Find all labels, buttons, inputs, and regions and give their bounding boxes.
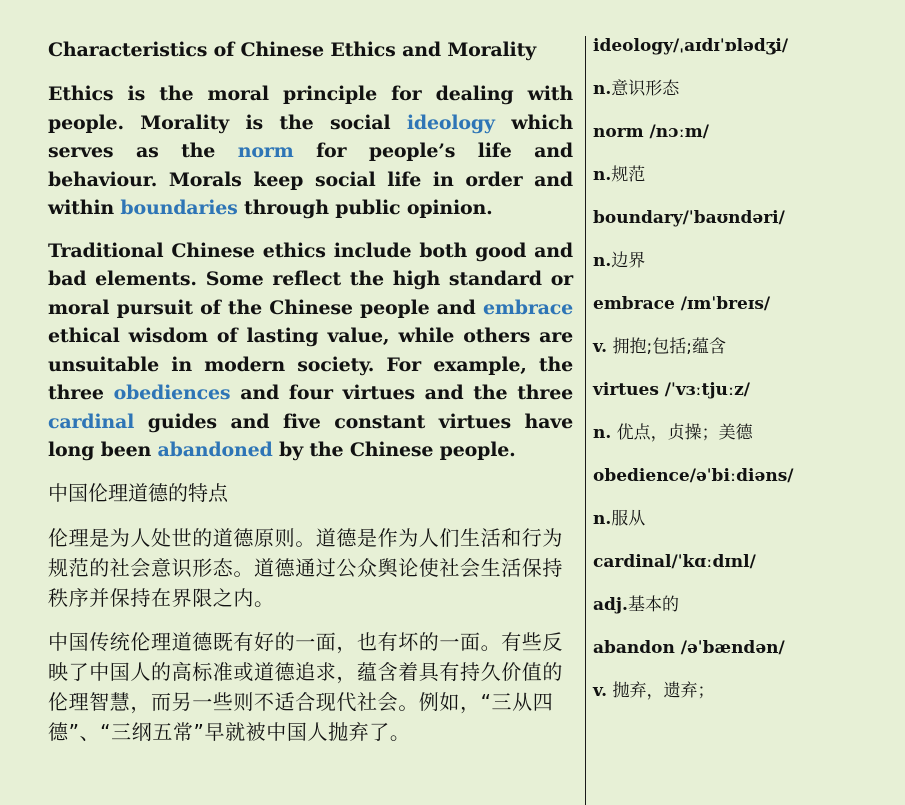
english-paragraph-1: [48, 80, 573, 223]
part-of-speech: adj.: [593, 595, 628, 615]
vocab-keyword: ideology: [406, 111, 495, 134]
paragraph-text: for people’s life and behaviour. Morals keep social life in order and within: [48, 140, 573, 219]
vocab-word: ideology/ˌaɪdɪˈɒlədʒi/: [593, 36, 789, 56]
vocab-keyword: norm: [237, 140, 294, 162]
part-of-speech: n.: [593, 423, 612, 443]
meaning: 意识形态: [611, 79, 680, 99]
vocab-word: obedience/əˈbiːdiəns/: [593, 466, 794, 486]
english-paragraph-2: [48, 237, 573, 465]
vocabulary-column: [593, 36, 898, 724]
vocab-definition: [593, 595, 898, 638]
vocab-definition: [593, 509, 898, 552]
chinese-paragraph-1: 伦理是为人处世的道德原则。道德是作为人们生活和行为规范的社会意识形态。道德通过公众舆论使社会生活保持秩序并保持在界限之内。: [48, 525, 563, 610]
vocab-definition: [593, 79, 898, 122]
chinese-paragraph-2: 中国传统伦理道德既有好的一面，也有坏的一面。有些反映了中国人的高标准或道德追求，蕴含着具有持久价值的伦理智慧，而另一些则不适合现代社会。例如，“三从四德”、“三纲五常”早就被中国人抛弃了。: [48, 629, 563, 744]
chinese-title: 中国伦理道德的特点: [48, 480, 228, 505]
paragraph-text: Ethics is the moral principle for dealing with people. Morality is the social: [48, 83, 573, 134]
paragraph-text: guides and five constant virtues have long been: [48, 410, 573, 461]
vocab-word: embrace /ɪmˈbreɪs/: [593, 294, 771, 314]
vocab-word: abandon /əˈbændən/: [593, 638, 785, 658]
paragraph-text: ethical wisdom of lasting value, while others are unsuitable in modern society. For example, the three: [48, 325, 573, 404]
english-title: Characteristics of Chinese Ethics and Morality: [48, 39, 536, 61]
vocab-word: virtues /ˈvɜːtjuːz/: [593, 380, 751, 400]
paragraph-text: and four virtues and the three: [230, 382, 573, 404]
meaning: 抛弃，遗弃；: [607, 681, 715, 701]
part-of-speech: n.: [593, 251, 612, 271]
part-of-speech: n.: [593, 509, 612, 529]
vocab-keyword: cardinal: [48, 410, 135, 433]
passage-column: [48, 36, 573, 761]
column-divider: [585, 36, 586, 805]
vocab-word: norm /nɔːm/: [593, 122, 709, 142]
part-of-speech: v.: [593, 337, 608, 357]
vocab-definition: [593, 681, 898, 724]
vocab-word: cardinal/ˈkɑːdɪnl/: [593, 552, 756, 572]
vocab-keyword: embrace: [482, 296, 573, 319]
vocab-definition: [593, 165, 898, 208]
meaning: 拥抱;包括;蕴含: [607, 337, 726, 357]
vocab-keyword: obediences: [113, 382, 231, 404]
paragraph-text: by the Chinese people.: [272, 439, 516, 461]
paragraph-text: Traditional Chinese ethics include both good and bad elements. Some reflect the high standard or moral pursuit of the Chinese people and: [48, 239, 573, 319]
vocab-definition: [593, 423, 898, 466]
part-of-speech: v.: [593, 681, 608, 701]
vocab-definition: [593, 251, 898, 294]
vocab-definition: [593, 337, 898, 380]
meaning: 边界: [611, 251, 646, 271]
paragraph-text: which serves as the: [48, 111, 574, 162]
vocab-keyword: boundaries: [120, 197, 238, 219]
meaning: 基本的: [627, 595, 679, 615]
part-of-speech: n.: [593, 79, 612, 99]
vocab-word: boundary/ˈbaʊndəri/: [593, 208, 785, 228]
paragraph-text: through public opinion.: [237, 197, 493, 219]
meaning: 规范: [611, 165, 646, 185]
meaning: 优点，贞操；美德: [611, 423, 753, 443]
meaning: 服从: [611, 509, 646, 529]
vocab-keyword: abandoned: [157, 439, 273, 461]
part-of-speech: n.: [593, 165, 612, 185]
